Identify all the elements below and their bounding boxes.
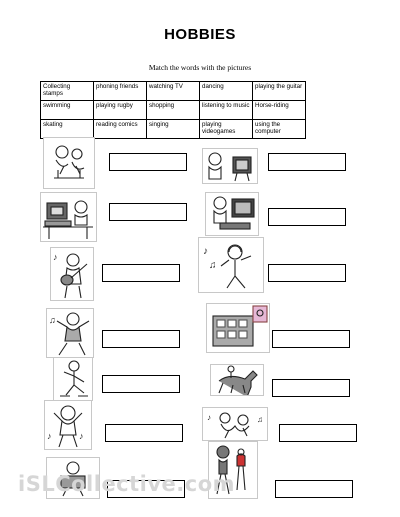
- answer-box[interactable]: [102, 264, 180, 282]
- word-cell: playing rugby: [94, 101, 147, 120]
- answer-box[interactable]: [109, 203, 187, 221]
- answer-box[interactable]: [268, 264, 346, 282]
- answer-box[interactable]: [102, 330, 180, 348]
- answer-box[interactable]: [268, 208, 346, 226]
- picture-horse-riding: [210, 364, 264, 396]
- svg-text:♫: ♫: [209, 260, 217, 271]
- word-cell: using the computer: [253, 120, 306, 139]
- table-row: [41, 101, 306, 120]
- answer-box[interactable]: [105, 424, 183, 442]
- picture-music: [198, 237, 264, 293]
- answer-box[interactable]: [102, 375, 180, 393]
- word-cell: dancing: [200, 82, 253, 101]
- answer-box[interactable]: [272, 330, 350, 348]
- instruction-text: Match the words with the pictures: [148, 63, 252, 72]
- word-cell: playing videogames: [200, 120, 253, 139]
- answer-box[interactable]: [279, 424, 357, 442]
- word-cell: singing: [147, 120, 200, 139]
- svg-text:♪: ♪: [47, 431, 52, 441]
- picture-watching-tv: [202, 148, 258, 184]
- picture-shopping: [202, 407, 268, 441]
- word-cell: swimming: [41, 101, 94, 120]
- word-cell: reading comics: [94, 120, 147, 139]
- picture-computer: [40, 192, 97, 242]
- picture-stamps: [206, 303, 270, 353]
- word-cell: Horse-riding: [253, 101, 306, 120]
- picture-videogames: [205, 192, 259, 236]
- picture-singing: [44, 400, 92, 450]
- answer-box[interactable]: [109, 153, 187, 171]
- word-cell: phoning friends: [94, 82, 147, 101]
- answer-box[interactable]: [268, 153, 346, 171]
- word-cell: watching TV: [147, 82, 200, 101]
- answer-box[interactable]: [272, 379, 350, 397]
- picture-phoning: [43, 137, 95, 189]
- svg-text:♪: ♪: [203, 246, 208, 257]
- table-row: [41, 82, 306, 101]
- word-cell: shopping: [147, 101, 200, 120]
- word-cell: skating: [41, 120, 94, 139]
- svg-text:♪: ♪: [53, 252, 58, 262]
- watermark: iSLCollective.com: [18, 472, 236, 496]
- svg-text:♫: ♫: [257, 415, 263, 424]
- picture-dancing: [46, 308, 94, 358]
- svg-text:♫: ♫: [49, 315, 56, 325]
- word-table: [40, 81, 306, 139]
- picture-guitar: [50, 247, 94, 301]
- word-cell: Collecting stamps: [41, 82, 94, 101]
- svg-text:♪: ♪: [207, 413, 211, 422]
- worksheet-title: HOBBIES: [164, 26, 236, 43]
- word-cell: listening to music: [200, 101, 253, 120]
- svg-text:♪: ♪: [79, 431, 84, 441]
- answer-box[interactable]: [275, 480, 353, 498]
- table-row: [41, 120, 306, 139]
- word-cell: playing the guitar: [253, 82, 306, 101]
- picture-skating: [53, 357, 93, 401]
